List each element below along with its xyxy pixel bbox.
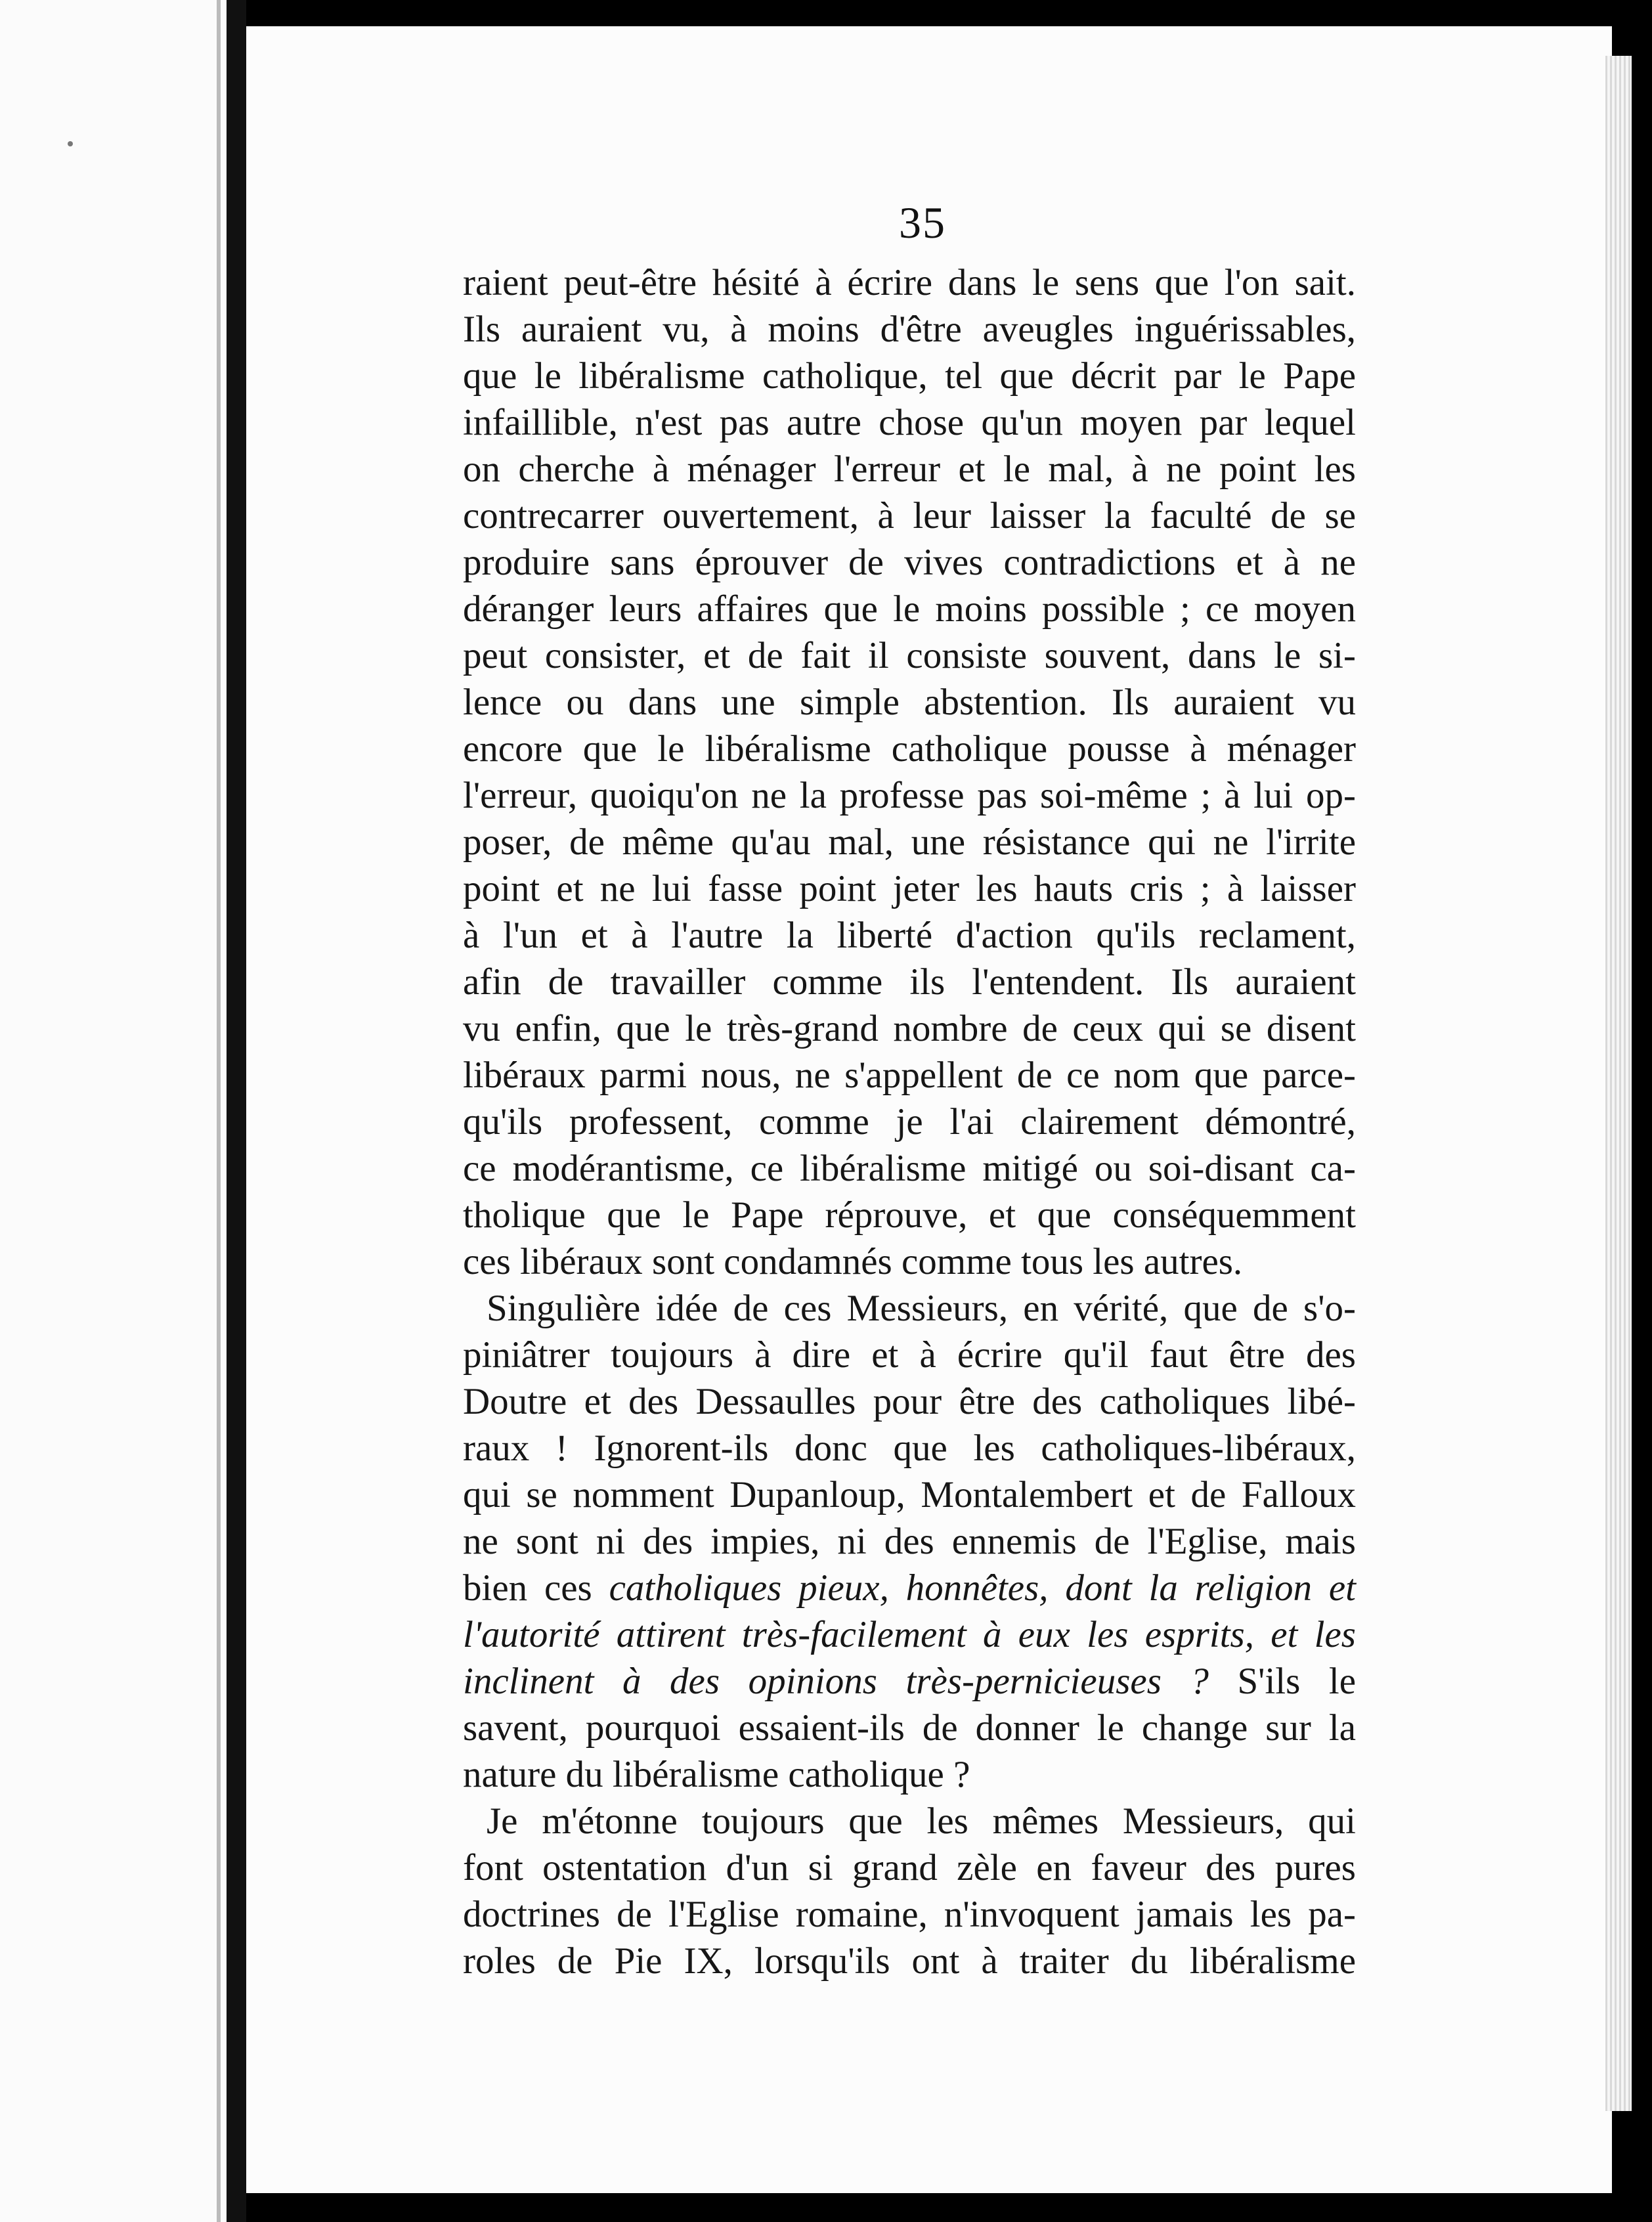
text-line: qu'ils professent, comme je l'ai clairement démontré, [463, 1101, 1356, 1143]
text-line: qui se nomment Dupanloup, Montalembert et de Falloux [463, 1474, 1356, 1515]
body-text [463, 259, 1356, 1984]
text-line: ne sont ni des impies, ni des ennemis de l'Eglise, mais [463, 1521, 1356, 1562]
text-line: raux ! Ignorent-ils donc que les catholiques-libéraux, [463, 1427, 1356, 1469]
text-line-italic [463, 1611, 1356, 1658]
text-line: Doutre et des Dessaulles pour être des catholiques libé- [463, 1381, 1356, 1422]
text-line: Singulière idée de ces Messieurs, en vérité, que de s'o- [487, 1288, 1356, 1329]
text-line: encore que le libéralisme catholique pousse à ménager [463, 728, 1356, 770]
text-line: point et ne lui fasse point jeter les hauts cris ; à laisser [463, 868, 1356, 909]
text-italic: inclinent à des opinions très-pernicieuses ? [463, 1661, 1209, 1702]
text-line: vu enfin, que le très-grand nombre de ceux qui se disent [463, 1008, 1356, 1049]
text-italic: catholiques pieux, honnêtes, dont la religion et [609, 1567, 1356, 1609]
text-line: raient peut-être hésité à écrire dans le sens que l'on sait. [463, 262, 1356, 303]
text-line: afin de travailler comme ils l'entendent. Ils auraient [463, 961, 1356, 1003]
text-line: doctrines de l'Eglise romaine, n'invoquent jamais les pa- [463, 1894, 1356, 1935]
text-roman: S'ils le [1208, 1661, 1356, 1702]
text-line: on cherche à ménager l'erreur et le mal, à ne point les [463, 448, 1356, 490]
text-line: peut consister, et de fait il consiste souvent, dans le si- [463, 635, 1356, 676]
text-line: roles de Pie IX, lorsqu'ils ont à traiter du libéralisme [463, 1940, 1356, 1982]
book-gutter [227, 0, 246, 2222]
text-line: lence ou dans une simple abstention. Ils auraient vu [463, 682, 1356, 723]
text-line: infaillible, n'est pas autre chose qu'un moyen par lequel [463, 402, 1356, 443]
text-line: libéraux parmi nous, ne s'appellent de ce nom que parce- [463, 1055, 1356, 1096]
page-number: 35 [899, 198, 946, 248]
text-line: déranger leurs affaires que le moins possible ; ce moyen [463, 588, 1356, 630]
text-line: tholique que le Pape réprouve, et que conséquemment [463, 1194, 1356, 1236]
text-line-mixed [463, 1658, 1356, 1705]
text-line: produire sans éprouver de vives contradictions et à ne [463, 542, 1356, 583]
text-line: ce modérantisme, ce libéralisme mitigé ou soi-disant ca- [463, 1148, 1356, 1189]
left-page [0, 0, 227, 2222]
text-line: nature du libéralisme catholique ? [463, 1754, 970, 1795]
gutter-highlight [217, 0, 221, 2222]
ink-speck [68, 141, 73, 146]
text-line-mixed [463, 1565, 1356, 1611]
text-line: contrecarrer ouvertement, à leur laisser la faculté de se [463, 495, 1356, 536]
text-roman: bien ces [463, 1567, 609, 1609]
text-line: savent, pourquoi essaient-ils de donner le change sur la [463, 1707, 1356, 1749]
text-line: piniâtrer toujours à dire et à écrire qu'il faut être des [463, 1334, 1356, 1376]
text-italic: l'autorité attirent très-facilement à eux les esprits, et les [463, 1614, 1356, 1655]
page-stack-edge [1605, 56, 1632, 2111]
text-line: ces libéraux sont condamnés comme tous les autres. [463, 1241, 1243, 1282]
text-line: Ils auraient vu, à moins d'être aveugles inguérissables, [463, 309, 1356, 350]
text-line: font ostentation d'un si grand zèle en faveur des pures [463, 1847, 1356, 1888]
text-line: que le libéralisme catholique, tel que décrit par le Pape [463, 355, 1356, 397]
text-line: poser, de même qu'au mal, une résistance qui ne l'irrite [463, 821, 1356, 863]
text-line: à l'un et à l'autre la liberté d'action qu'ils reclament, [463, 915, 1356, 956]
text-line: Je m'étonne toujours que les mêmes Messieurs, qui [487, 1800, 1356, 1842]
text-line: l'erreur, quoiqu'on ne la professe pas soi-même ; à lui op- [463, 775, 1356, 816]
